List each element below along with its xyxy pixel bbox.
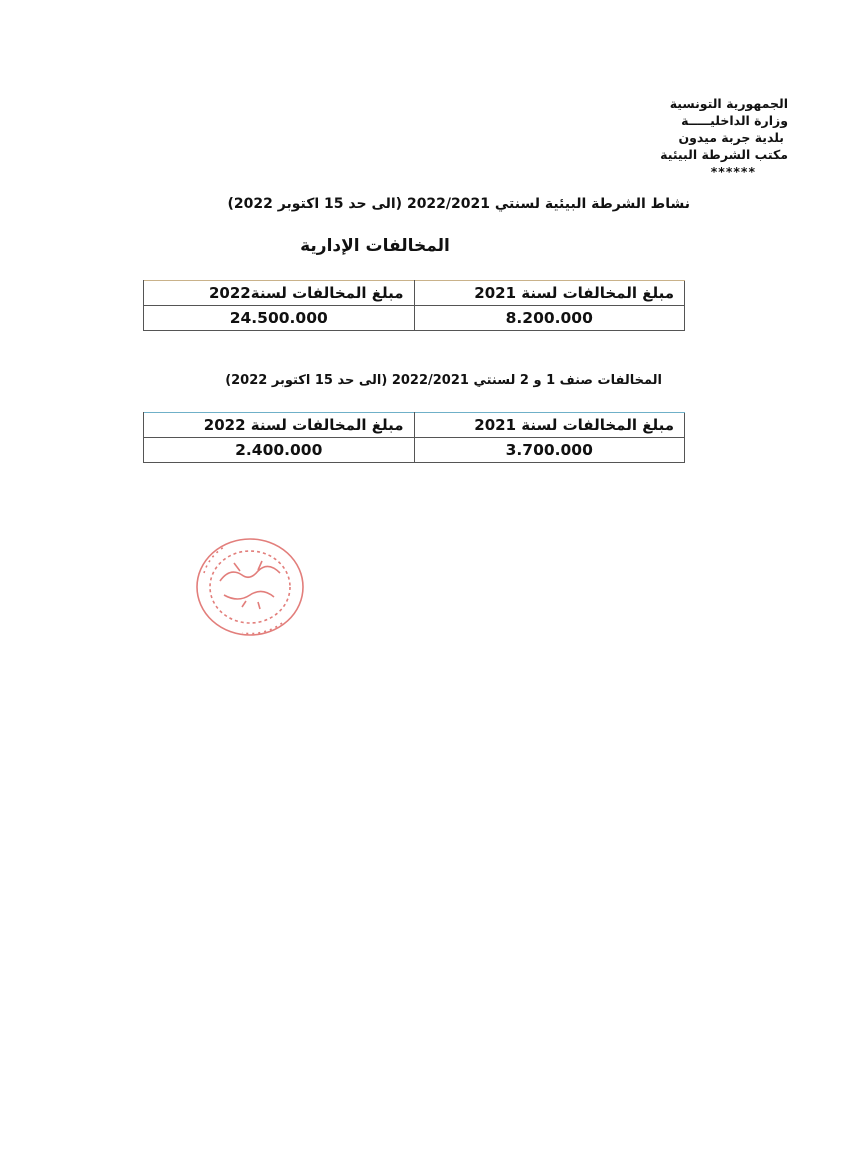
administrative-fines-table	[143, 280, 685, 331]
column-header-2021: مبلغ المخالفات لسنة 2021	[414, 413, 685, 438]
amount-2022: 2.400.000	[144, 438, 415, 463]
letterhead-office: مكتب الشرطة البيئية	[660, 147, 788, 162]
official-stamp-icon	[190, 533, 310, 641]
table-header-row	[144, 413, 685, 438]
amount-2021: 3.700.000	[414, 438, 685, 463]
letterhead-stars: ******	[710, 164, 756, 179]
amount-2022: 24.500.000	[144, 306, 415, 331]
letterhead	[568, 95, 788, 180]
table-row	[144, 438, 685, 463]
column-header-2022: مبلغ المخالفات لسنة 2022	[144, 413, 415, 438]
column-header-2021: مبلغ المخالفات لسنة 2021	[414, 281, 685, 306]
table-header-row	[144, 281, 685, 306]
amount-2021: 8.200.000	[414, 306, 685, 331]
table-row	[144, 306, 685, 331]
letterhead-republic: الجمهورية التونسية	[669, 96, 788, 111]
section1-heading: المخالفات الإدارية	[300, 236, 450, 256]
column-header-2022: مبلغ المخالفات لسنة2022	[144, 281, 415, 306]
class-fines-table	[143, 412, 685, 463]
letterhead-ministry: وزارة الداخليـــــة	[681, 113, 788, 128]
document-title: نشاط الشرطة البيئية لسنتي 2022/2021 (الى حد 15 اكتوبر 2022)	[227, 196, 690, 212]
letterhead-municipality: بلدية جربة ميدون	[678, 130, 784, 145]
section2-heading: المخالفات صنف 1 و 2 لسنتي 2022/2021 (الى حد 15 اكتوبر 2022)	[225, 373, 662, 388]
